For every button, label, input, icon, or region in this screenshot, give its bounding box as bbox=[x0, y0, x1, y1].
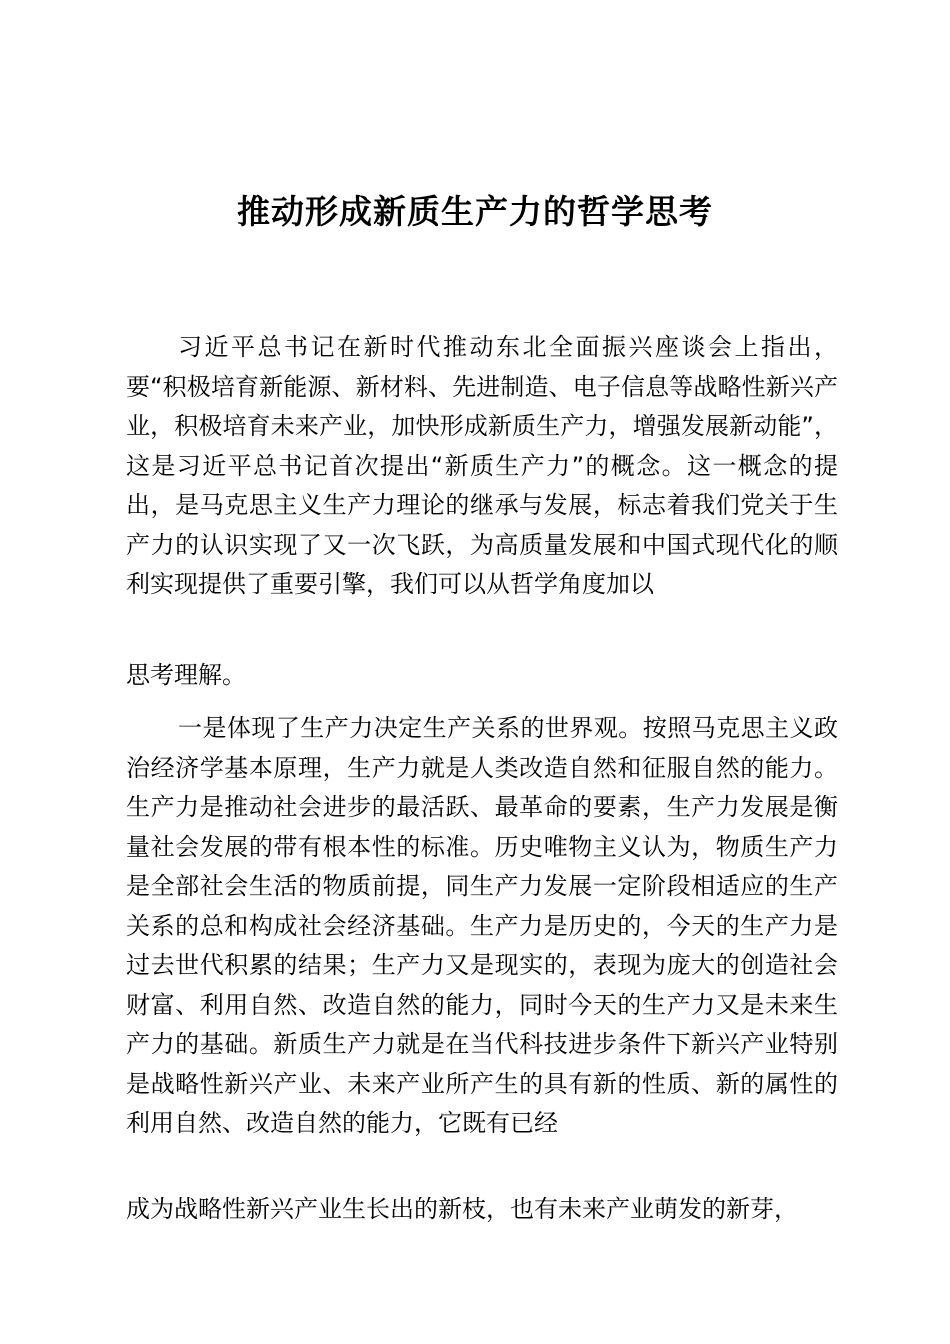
paragraph-point-one: 一是体现了生产力决定生产关系的世界观。按照马克思主义政治经济学基本原理，生产力就是人类改造自然和征服自然的能力。生产力是推动社会进步的最活跃、最革命的要素，生产力发展是衡量社会发展的带有根本性的标准。历史唯物主义认为，物质生产力是全部社会生活的物质前提，同生产力发展一定阶段相适应的生产关系的总和构成社会经济基础。生产力是历史的，今天的生产力是过去世代积累的结果；生产力又是现实的，表现为庞大的创造社会财富、利用自然、改造自然的能力，同时今天的生产力又是未来生产力的基础。新质生产力就是在当代科技进步条件下新兴产业特别是战略性新兴产业、未来产业所产生的具有新的性质、新的属性的利用自然、改造自然的能力，它既有已经 bbox=[126, 714, 838, 1137]
document-title: 推动形成新质生产力的哲学思考 bbox=[237, 192, 713, 231]
paragraph-intro: 习近平总书记在新时代推动东北全面振兴座谈会上指出，要“积极培育新能源、新材料、先进制造、电子信息等战略性新兴产业，积极培育未来产业，加快形成新质生产力，增强发展新动能”，这是习近平总书记首次提出“新质生产力”的概念。这一概念的提出，是马克思主义生产力理论的继承与发展，标志着我们党关于生产力的认识实现了又一次飞跃，为高质量发展和中国式现代化的顺利实现提供了重要引擎，我们可以从哲学角度加以 bbox=[126, 333, 838, 598]
paragraph-intro-continued: 思考理解。 bbox=[126, 661, 246, 689]
paragraph-point-one-continued: 成为战略性新兴产业生长出的新枝，也有未来产业萌发的新芽， bbox=[126, 1195, 798, 1223]
